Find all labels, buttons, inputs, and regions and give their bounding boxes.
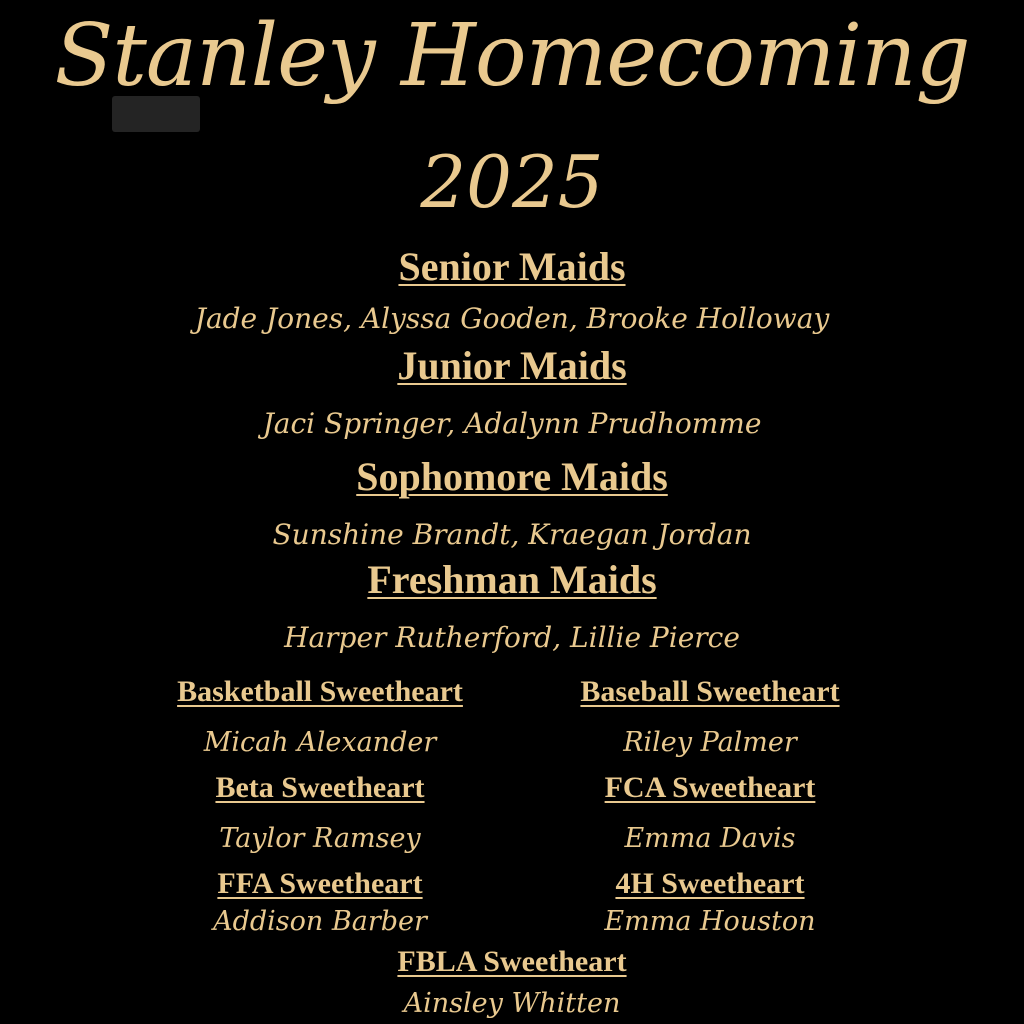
title-line1: Stanley Homecoming — [54, 6, 970, 106]
baseball-sweetheart-heading: Baseball Sweetheart — [580, 675, 840, 708]
sophomore-maids-heading: Sophomore Maids — [356, 454, 668, 499]
4h-sweetheart-heading: 4H Sweetheart — [615, 867, 805, 900]
basketball-sweetheart-heading: Basketball Sweetheart — [177, 675, 463, 708]
senior-maids-heading: Senior Maids — [398, 244, 626, 289]
fca-sweetheart-heading: FCA Sweetheart — [604, 771, 816, 804]
senior-maids-names: Jade Jones, Alyssa Gooden, Brooke Holloway — [194, 302, 830, 335]
junior-maids-names: Jaci Springer, Adalynn Prudhomme — [262, 407, 762, 440]
fca-sweetheart-name: Emma Davis — [624, 823, 796, 854]
fbla-sweetheart-heading: FBLA Sweetheart — [397, 945, 627, 978]
4h-sweetheart-name: Emma Houston — [604, 906, 816, 937]
baseball-sweetheart-name: Riley Palmer — [623, 727, 797, 758]
title-year: 2025 — [420, 140, 604, 224]
beta-sweetheart-heading: Beta Sweetheart — [215, 771, 425, 804]
basketball-sweetheart-name: Micah Alexander — [203, 727, 437, 758]
sophomore-maids-names: Sunshine Brandt, Kraegan Jordan — [272, 518, 752, 551]
freshman-maids-names: Harper Rutherford, Lillie Pierce — [284, 621, 740, 654]
ffa-sweetheart-name: Addison Barber — [213, 906, 427, 937]
junior-maids-heading: Junior Maids — [397, 343, 627, 388]
fbla-sweetheart-name: Ainsley Whitten — [403, 988, 621, 1019]
beta-sweetheart-name: Taylor Ramsey — [219, 823, 421, 854]
freshman-maids-heading: Freshman Maids — [367, 557, 657, 602]
ffa-sweetheart-heading: FFA Sweetheart — [217, 867, 423, 900]
